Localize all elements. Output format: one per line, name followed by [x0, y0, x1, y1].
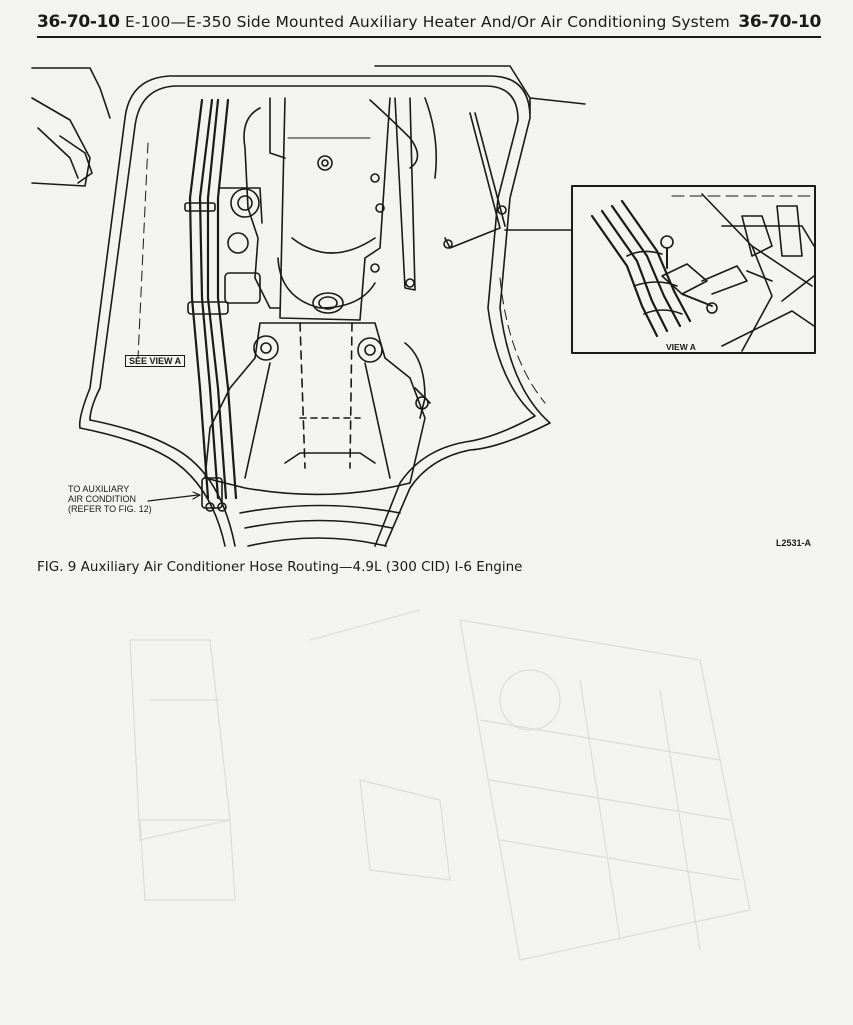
to-aux-line-3: (REFER TO FIG. 12) [68, 504, 152, 514]
bleed-through-artifact [60, 580, 780, 1000]
page-title: E-100—E-350 Side Mounted Auxiliary Heater And/Or Air Conditioning System [125, 13, 730, 31]
section-code-right: 36-70-10 [738, 12, 821, 32]
to-auxiliary-callout [68, 484, 152, 514]
to-aux-line-1: TO AUXILIARY [68, 484, 130, 494]
figure-id: L2531-A [776, 538, 812, 548]
section-code-left: 36-70-10 [37, 12, 120, 32]
engine-bay-drawing [30, 58, 830, 553]
figure-caption: FIG. 9 Auxiliary Air Conditioner Hose Routing—4.9L (300 CID) I-6 Engine [37, 559, 523, 575]
see-view-a-callout: SEE VIEW A [125, 355, 185, 367]
to-aux-line-2: AIR CONDITION [68, 494, 137, 504]
page-header [37, 10, 821, 38]
hose-routing-illustration [30, 58, 830, 553]
view-a-label: VIEW A [666, 342, 696, 352]
